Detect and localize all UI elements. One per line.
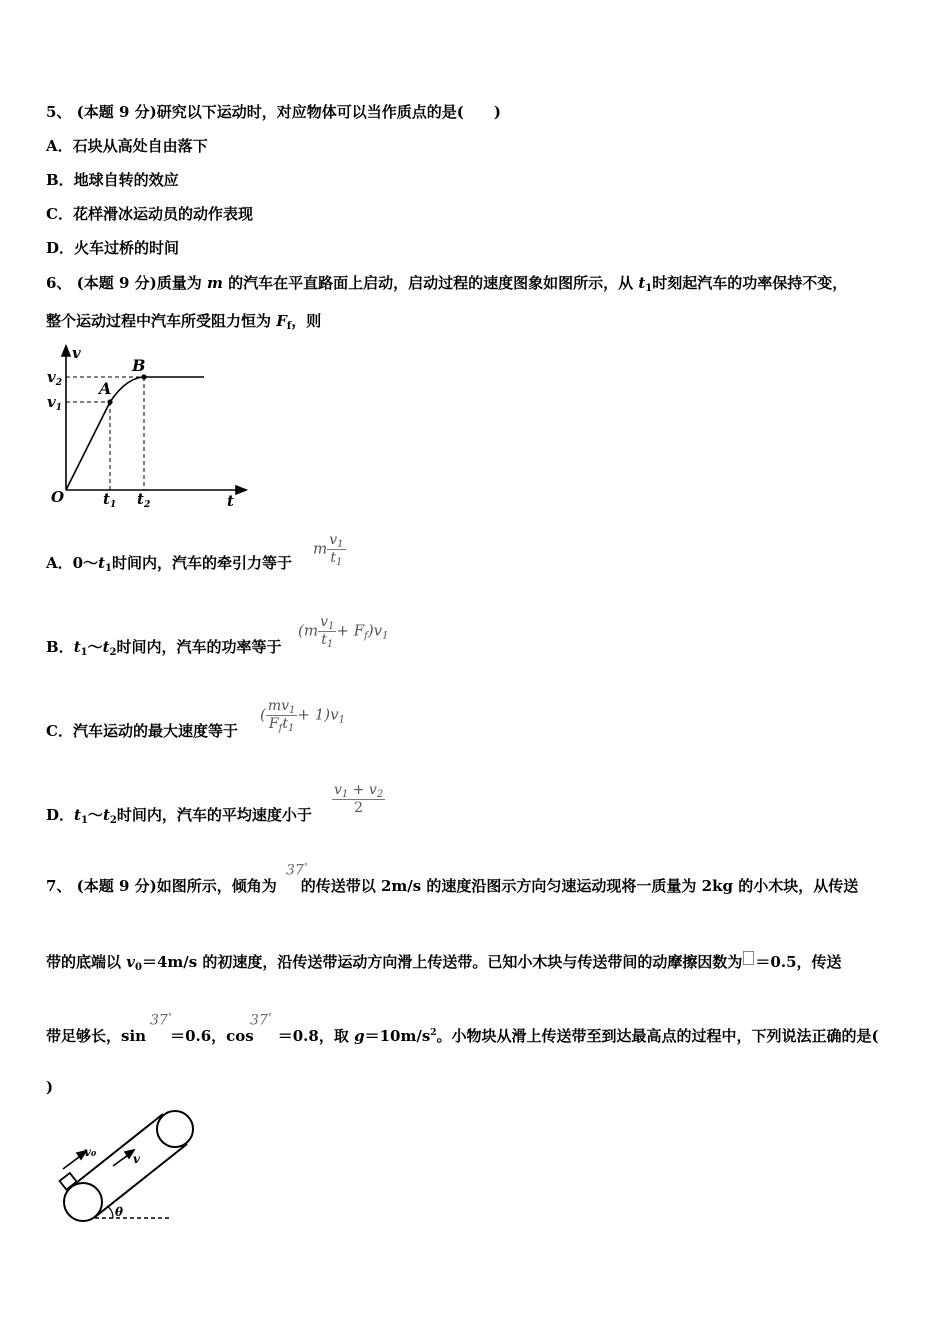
q5-option-d: D．火车过桥的时间: [46, 239, 180, 257]
point-b-label: B: [132, 356, 146, 375]
q6-option-c: C．汽车运动的最大速度等于: [46, 722, 238, 740]
t2-label: $t_2$: [137, 490, 151, 510]
q7-angle-2: 37°: [150, 1012, 172, 1029]
t-axis-label: t: [227, 492, 234, 510]
q7-line3: 带足够长，sin ＝0.6，cos ＝0.8，取 $g=10m/s^2$。小物块从滑上传送带至到达最高点的过程中，下列说法正确的是(: [46, 1027, 879, 1045]
q7-line2: 带的底端以 $v_0=4m/s$ 的初速度，沿传送带运动方向滑上传送带。已知小木块与传送带间的动摩擦因数为 ＝0.5，传送: [46, 953, 842, 973]
q5-option-b: B．地球自转的效应: [46, 171, 179, 189]
q6-option-b: B．$t_1\sim t_2$时间内，汽车的功率等于: [46, 638, 282, 658]
v2-label: $v_2$: [47, 368, 62, 388]
q6-stem-line2: 整个运动过程中汽车所受阻力恒为 $F_f$，则: [46, 312, 322, 332]
q6-formula-d: $\frac{v_1 + v_2}{2}$: [334, 782, 384, 816]
q6-option-d: D．$t_1\sim t_2$时间内，汽车的平均速度小于: [46, 806, 312, 826]
point-b-dot: [141, 374, 146, 379]
q6-option-a: A．$0\sim t_1$时间内，汽车的牵引力等于: [46, 554, 292, 574]
velocity-curve: [66, 377, 204, 490]
v1-label: $v_1$: [47, 393, 62, 413]
t-axis-arrow: [236, 486, 246, 494]
axes: [62, 346, 246, 494]
wood-block: [60, 1173, 77, 1190]
top-roller: [157, 1111, 193, 1147]
point-a-label: A: [99, 379, 112, 398]
origin-label: O: [51, 488, 65, 506]
theta-label: θ: [115, 1205, 124, 1219]
v-label: v: [133, 1152, 140, 1166]
q5-option-c: C．花样滑冰运动员的动作表现: [46, 205, 253, 223]
q7-line4: ): [46, 1078, 54, 1096]
q7-angle-3: 37°: [250, 1012, 272, 1029]
q6-vt-graph: [44, 340, 254, 512]
q6-stem-line1: 6、 (本题 9 分)质量为 m 的汽车在平直路面上启动，启动过程的速度图象如图所示，从 $t_1$时刻起汽车的功率保持不变，: [46, 274, 848, 294]
v-axis-arrow: [62, 346, 70, 356]
v-axis-label: v: [72, 344, 81, 362]
q6-formula-c: ( $\frac{mv_1}{F_ft_1}$ + $1)v_1$: [260, 698, 346, 734]
v0-label: v₀: [84, 1145, 97, 1159]
q6-formula-b: (m $\frac{v_1}{t_1}$ + $F_f)v_1$: [298, 614, 389, 650]
belt-bottom-edge: [95, 1144, 187, 1217]
t1-label: $t_1$: [103, 490, 117, 510]
point-a-dot: [107, 399, 112, 404]
q5-option-a: A．石块从高处自由落下: [46, 137, 208, 155]
q7-angle-1: 37°: [286, 862, 308, 879]
q6-formula-a: m $\frac{v_1}{t_1}$: [313, 532, 344, 568]
q7-conveyor-diagram: [55, 1104, 205, 1229]
mu-symbol-placeholder: [743, 951, 754, 965]
q7-line1: 7、 (本题 9 分)如图所示，倾角为 的传送带以 2m/s 的速度沿图示方向匀速运动现将一质量为 2kg 的小木块，从传送: [46, 877, 859, 895]
q5-stem: 5、 (本题 9 分)研究以下运动时，对应物体可以当作质点的是( ): [46, 103, 501, 121]
